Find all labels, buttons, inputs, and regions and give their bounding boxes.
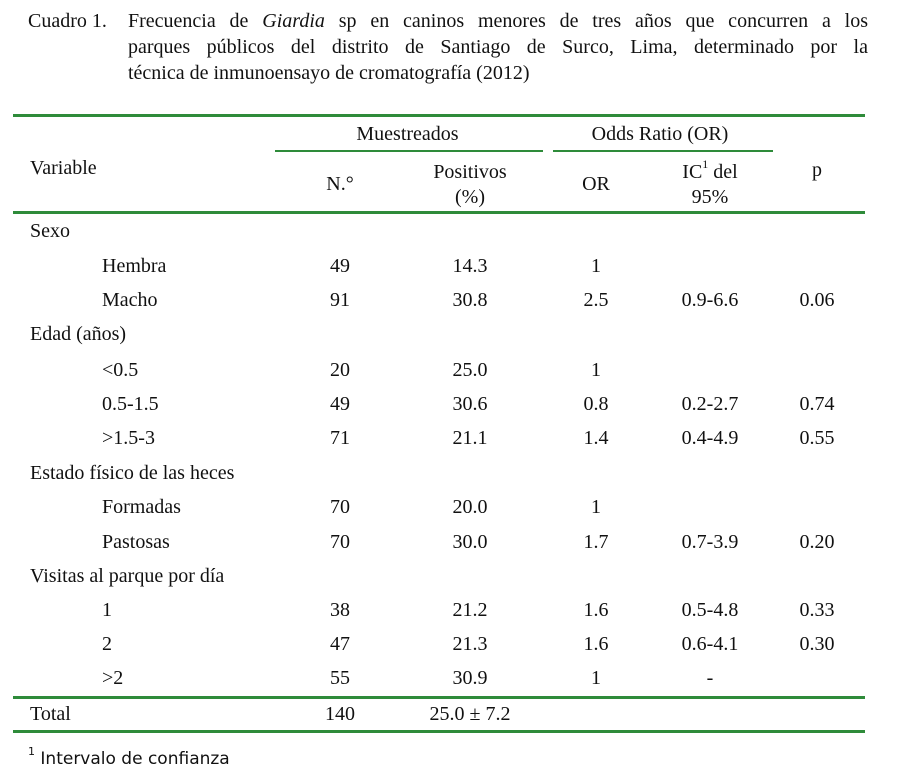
caption-text	[128, 8, 868, 86]
footnote-text: Intervalo de confianza	[35, 749, 230, 769]
header-ic-prefix: IC	[682, 161, 703, 183]
row-positivos: 30.0	[452, 531, 488, 553]
row-positivos: 25.0	[452, 359, 488, 381]
row-name: 2	[102, 633, 112, 655]
header-or: OR	[582, 173, 610, 195]
row-n: 38	[330, 599, 350, 621]
row-or: 1.6	[583, 599, 609, 621]
row-or: 1	[591, 496, 601, 518]
row-name: >2	[102, 667, 124, 689]
row-name: >1.5-3	[102, 427, 155, 449]
row-or: 1	[591, 255, 601, 277]
row-n: 70	[330, 496, 350, 518]
row-or: 1	[591, 667, 601, 689]
row-or: 1.7	[583, 531, 609, 553]
total-label: Total	[30, 703, 71, 725]
row-p: 0.33	[799, 599, 835, 621]
caption-italic-genus: Giardia	[262, 10, 325, 32]
row-name: <0.5	[102, 359, 139, 381]
caption-label: Cuadro 1.	[28, 10, 107, 32]
row-name: 0.5-1.5	[102, 393, 159, 415]
caption-line-1	[128, 8, 868, 34]
header-bottom-rule	[13, 211, 865, 214]
row-ic: 0.7-3.9	[681, 531, 739, 553]
row-ic: 0.4-4.9	[681, 427, 739, 449]
table-top-rule	[13, 114, 865, 117]
row-or: 1	[591, 359, 601, 381]
row-positivos: 21.2	[452, 599, 488, 621]
group-label: Visitas al parque por día	[30, 565, 225, 587]
header-p: p	[812, 159, 822, 181]
row-name: 1	[102, 599, 112, 621]
row-name: Pastosas	[102, 531, 170, 553]
header-positivos-1: Positivos	[433, 161, 507, 183]
total-top-rule	[13, 696, 865, 699]
muestreados-rule	[275, 150, 543, 152]
header-odds-ratio: Odds Ratio (OR)	[591, 123, 729, 145]
row-name: Hembra	[102, 255, 167, 277]
row-or: 2.5	[583, 289, 609, 311]
caption-line-1-pre: Frecuencia de	[128, 10, 249, 32]
row-n: 55	[330, 667, 350, 689]
row-n: 49	[330, 255, 350, 277]
row-n: 47	[330, 633, 350, 655]
caption-line-2: parques públicos del distrito de Santiago de Surco, Lima, determinado por la	[128, 36, 868, 58]
group-label: Edad (años)	[30, 323, 127, 345]
row-or: 0.8	[583, 393, 609, 415]
row-n: 49	[330, 393, 350, 415]
total-positivos: 25.0 ± 7.2	[429, 703, 511, 725]
total-n: 140	[325, 703, 355, 725]
header-ic-1	[650, 157, 770, 184]
row-ic: 0.5-4.8	[681, 599, 739, 621]
header-n: N.°	[326, 173, 354, 195]
header-variable: Variable	[30, 157, 97, 179]
row-positivos: 21.1	[452, 427, 488, 449]
row-p: 0.06	[799, 289, 835, 311]
row-n: 70	[330, 531, 350, 553]
table-caption	[28, 8, 868, 86]
header-ic-footnote-mark: 1	[702, 157, 709, 172]
row-n: 20	[330, 359, 350, 381]
row-p: 0.55	[799, 427, 835, 449]
row-n: 91	[330, 289, 350, 311]
row-ic: 0.2-2.7	[681, 393, 739, 415]
row-positivos: 20.0	[452, 496, 488, 518]
table-bottom-rule	[13, 730, 865, 733]
row-or: 1.4	[583, 427, 609, 449]
row-ic: 0.6-4.1	[681, 633, 739, 655]
row-name: Formadas	[102, 496, 181, 518]
row-positivos: 14.3	[452, 255, 488, 277]
header-ic-2: 95%	[691, 186, 729, 208]
header-ic-suffix: del	[708, 161, 738, 183]
footnote-mark: 1	[28, 745, 35, 759]
row-n: 71	[330, 427, 350, 449]
group-label: Estado físico de las heces	[30, 462, 235, 484]
group-label: Sexo	[30, 220, 70, 242]
row-positivos: 30.8	[452, 289, 488, 311]
row-ic: 0.9-6.6	[681, 289, 739, 311]
odds-ratio-rule	[553, 150, 773, 152]
row-p: 0.30	[799, 633, 835, 655]
row-name: Macho	[102, 289, 158, 311]
row-p: 0.74	[799, 393, 835, 415]
row-or: 1.6	[583, 633, 609, 655]
row-positivos: 30.6	[452, 393, 488, 415]
row-positivos: 30.9	[452, 667, 488, 689]
header-muestreados: Muestreados	[356, 123, 459, 145]
header-positivos-2: (%)	[455, 186, 485, 208]
caption-line-1-post: sp en caninos menores de tres años que concurren a los	[338, 10, 869, 32]
caption-line-3: técnica de inmunoensayo de cromatografía (2012)	[128, 62, 530, 84]
footnote	[28, 745, 230, 770]
row-p: 0.20	[799, 531, 835, 553]
row-positivos: 21.3	[452, 633, 488, 655]
row-ic: -	[706, 667, 714, 689]
